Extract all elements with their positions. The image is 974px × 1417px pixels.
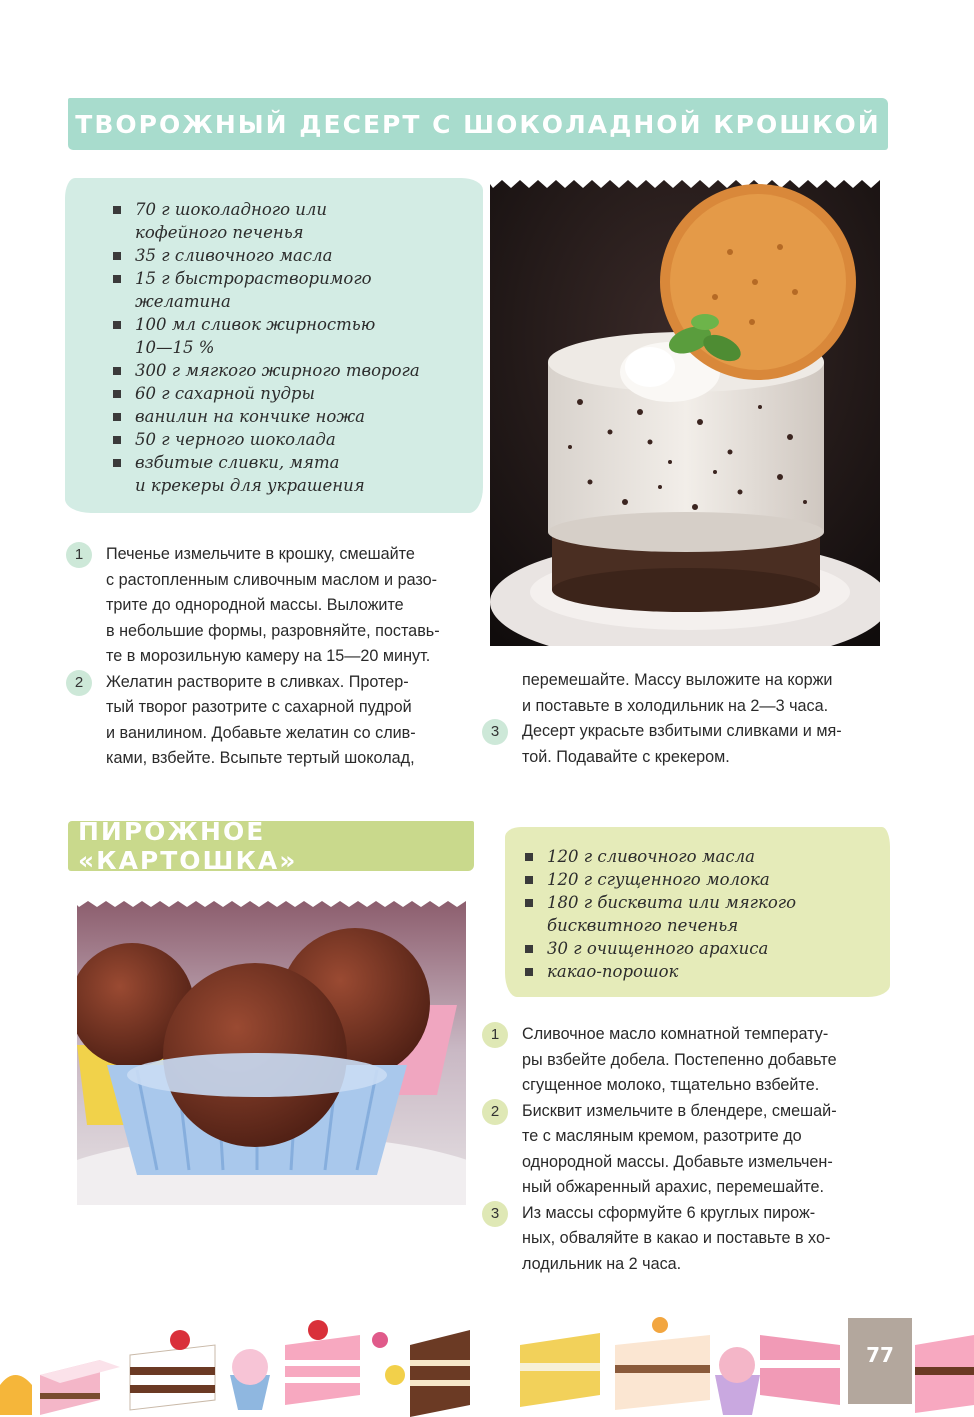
- step-number-badge: 1: [482, 1022, 508, 1048]
- recipe1-step-2: [66, 670, 476, 772]
- ingredient-item: 100 мл сливок жирностью 10—15 %: [113, 313, 473, 359]
- ingredient-item: 15 г быстрорастворимого желатина: [113, 267, 473, 313]
- recipe1-step-3: [482, 719, 882, 770]
- cake-slice-icon: [915, 1335, 974, 1413]
- recipe1-title: ТВОРОЖНЫЙ ДЕСЕРТ С ШОКОЛАДНОЙ КРОШКОЙ: [68, 98, 888, 150]
- step-text: Печенье измельчите в крошку, смешайте с растопленным сливочным маслом и разо- трите до однородной массы. Выложите в небольшие формы, разровняйте, поставь- те в морозильную камеру на 15—20 минут.: [106, 545, 440, 665]
- ingredient-item: 300 г мягкого жирного творога: [113, 359, 473, 382]
- cheesecake-dessert-photo: [490, 172, 880, 646]
- ingredient-item: 180 г бисквита или мягкого бисквитного печенья: [525, 891, 882, 937]
- step-text: Желатин растворите в сливках. Протер- тый творог разотрите с сахарной пудрой и ванилином. Добавьте желатин со слив- ками, взбейте. Всыпьте тертый шоколад,: [106, 672, 416, 767]
- recipe2-ingredients-card: [505, 827, 890, 997]
- cake-slice-icon: [520, 1333, 600, 1407]
- step-number-badge: 3: [482, 719, 508, 745]
- ingredient-item: 35 г сливочного масла: [113, 244, 473, 267]
- recipe1-step-1: [66, 542, 476, 670]
- ingredient-item: 60 г сахарной пудры: [113, 382, 473, 405]
- step-text: Из массы сформуйте 6 круглых пирож- ных, обваляйте в какао и поставьте в хо- лодильник на 2 часа.: [522, 1203, 831, 1273]
- cupcake-icon: [230, 1349, 270, 1410]
- recipe1-ingredients-list: [113, 198, 473, 497]
- cake-slice-icon: [285, 1320, 360, 1405]
- step-number-badge: 3: [482, 1201, 508, 1227]
- cake-slice-icon: [760, 1335, 840, 1405]
- recipe2-steps: [482, 1022, 887, 1277]
- cake-slice-icon: [40, 1360, 120, 1415]
- cake-slice-icon: [410, 1330, 470, 1417]
- recipe2-step-3: [482, 1201, 887, 1278]
- candy-icon: [372, 1332, 405, 1385]
- ingredient-item: какао-порошок: [525, 960, 882, 983]
- recipe2-title: ПИРОЖНОЕ «КАРТОШКА»: [68, 821, 474, 871]
- ingredient-item: 120 г сливочного масла: [525, 845, 882, 868]
- ingredient-item: взбитые сливки, мята и крекеры для украшения: [113, 451, 473, 497]
- cake-slice-icon: [615, 1317, 710, 1410]
- step-number-badge: 2: [66, 670, 92, 696]
- step-text: Бисквит измельчите в блендере, смешай- те с масляным кремом, разотрите до однородной массы. Добавьте измельчен- ный обжаренный арахис, перемешайте.: [522, 1101, 837, 1196]
- ingredient-item: 70 г шоколадного или кофейного печенья: [113, 198, 473, 244]
- ingredient-item: ванилин на кончике ножа: [113, 405, 473, 428]
- recipe2-step-2: [482, 1099, 887, 1201]
- recipe1-steps-left: [66, 542, 476, 772]
- recipe1-step-2-continuation: перемешайте. Массу выложите на коржи и поставьте в холодильник на 2—3 часа.: [522, 671, 833, 715]
- cake-slice-icon: [130, 1330, 215, 1410]
- page-number: 77: [866, 1343, 894, 1367]
- sweets-footer-illustration: [0, 1305, 974, 1417]
- ingredient-item: 120 г сгущенного молока: [525, 868, 882, 891]
- kartoshka-cakes-photo: [77, 895, 466, 1205]
- recipe1-steps-right: [482, 668, 882, 770]
- recipe2-ingredients-list: [525, 845, 882, 983]
- recipe2-step-1: [482, 1022, 887, 1099]
- recipe1-ingredients-card: [65, 178, 483, 513]
- step-number-badge: 2: [482, 1099, 508, 1125]
- ingredient-item: 30 г очищенного арахиса: [525, 937, 882, 960]
- ingredient-item: 50 г черного шоколада: [113, 428, 473, 451]
- step-text: Сливочное масло комнатной температу- ры взбейте добела. Постепенно добавьте сгущенное молоко, тщательно взбейте.: [522, 1025, 837, 1094]
- jelly-icon: [0, 1375, 32, 1415]
- step-text: Десерт украсьте взбитыми сливками и мя- той. Подавайте с крекером.: [522, 722, 842, 766]
- cupcake-icon: [715, 1347, 760, 1415]
- step-number-badge: 1: [66, 542, 92, 568]
